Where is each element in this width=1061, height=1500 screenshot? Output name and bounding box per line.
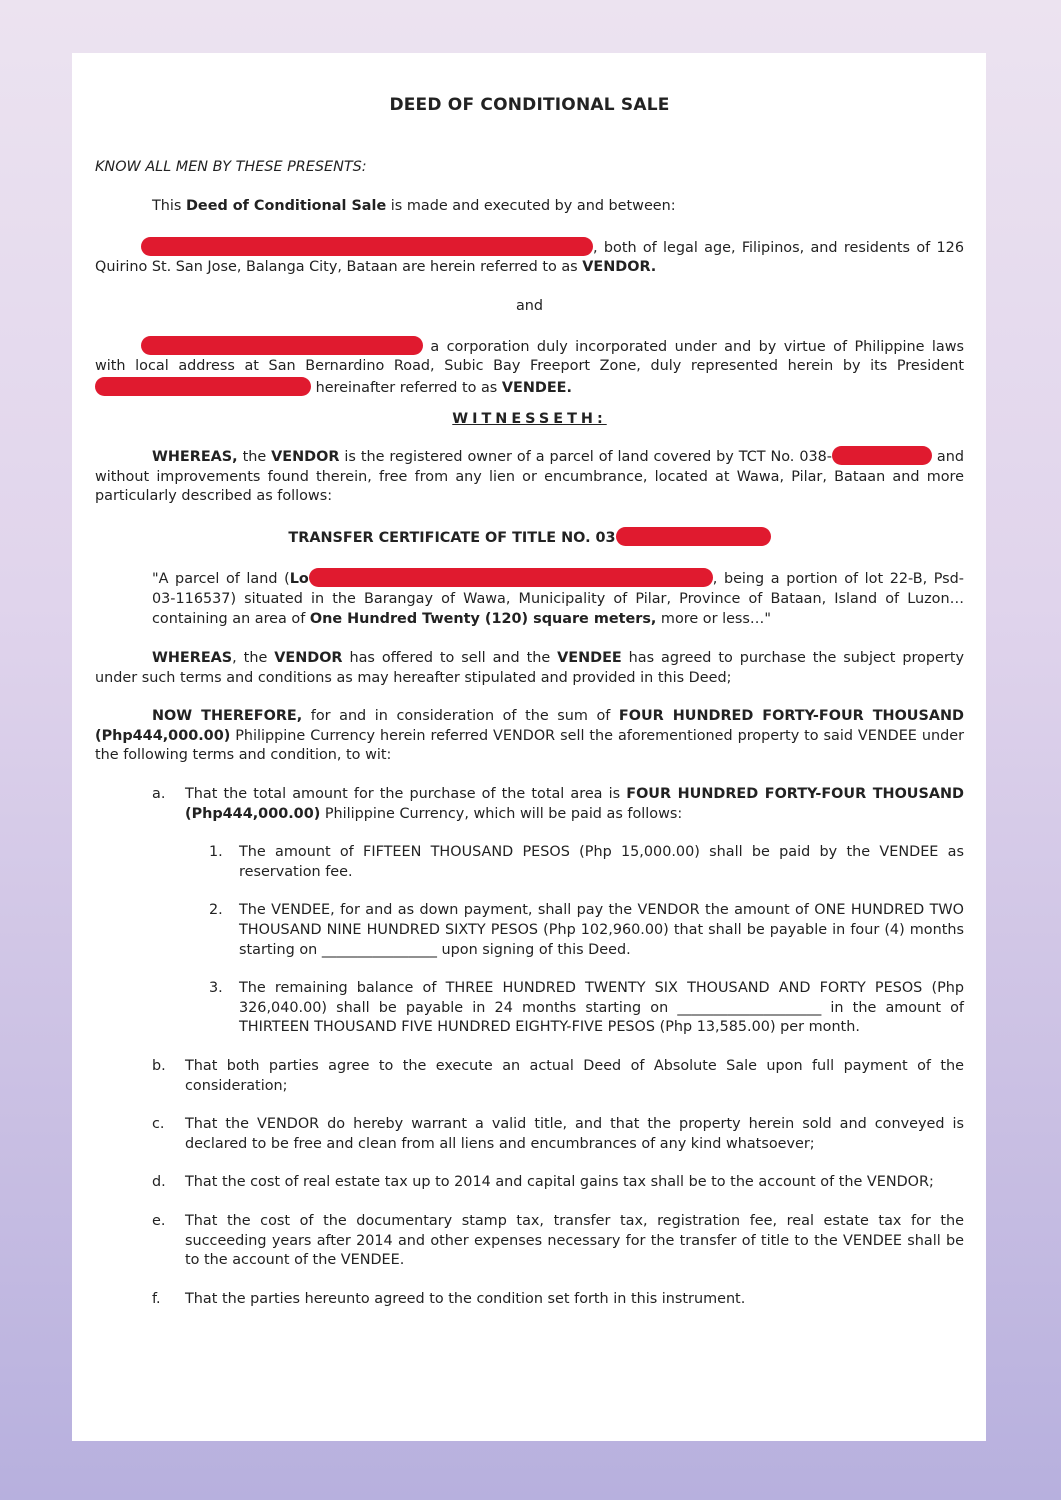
clause-label: a. [152, 786, 166, 803]
now-therefore-paragraph: NOW THEREFORE, for and in consideration of the sum of FOUR HUNDRED FORTY-FOUR THOUSAND (Php444,000.00) Philippine Currency herein referred VENDOR sell the aforementioned property to said VENDEE under the following terms and condition, to wit: [95, 708, 964, 764]
redaction-vendee-name [141, 336, 423, 355]
intro-paragraph: This Deed of Conditional Sale is made and executed by and between: [152, 198, 676, 215]
know-all-men: KNOW ALL MEN BY THESE PRESENTS: [95, 158, 367, 175]
land-description-quote: "A parcel of land (Lo , being a portion of lot 22-B, Psd-03-116537) situated in the Barangay of Wawa, Municipality of Pilar, Province of Bataan, Island of Luzon…containing an area of One Hundred Twenty (120) square meters, more or less…" [152, 568, 964, 629]
clause-b [152, 1057, 964, 1096]
clause-label: f. [152, 1290, 161, 1307]
clause-f [152, 1290, 964, 1310]
witnesseth-heading: WITNESSETH: [452, 411, 607, 428]
clause-text: That the cost of real estate tax up to 2014 and capital gains tax shall be to the account of the VENDOR; [185, 1174, 934, 1191]
clause-text: That the VENDOR do hereby warrant a valid title, and that the property herein sold and conveyed is declared to be free and clean from all liens and encumbrances of any kind whatsoever; [185, 1116, 964, 1152]
item-text: The remaining balance of THREE HUNDRED TWENTY SIX THOUSAND AND FORTY PESOS (Php 326,040.00) shall be payable in 24 months starting on ____________________ in the amount of THIRTEEN THOUSAND FIVE HUNDRED EIGHTY-FIVE PESOS (Php 13,585.00) per month. [239, 980, 964, 1036]
clause-label: d. [152, 1174, 166, 1191]
item-text: The VENDEE, for and as down payment, shall pay the VENDOR the amount of ONE HUNDRED TWO THOUSAND NINE HUNDRED SIXTY PESOS (Php 102,960.00) that shall be payable in four (4) months starting on ________________ upon signing of this Deed. [239, 902, 964, 958]
payment-item-2 [209, 901, 964, 960]
clause-text: That the cost of the documentary stamp tax, transfer tax, registration fee, real estate tax for the succeeding years after 2014 and other expenses necessary for the transfer of title to the VENDEE shall be to the account of the VENDEE. [185, 1212, 964, 1269]
whereas-paragraph-1: WHEREAS, the VENDOR is the registered owner of a parcel of land covered by TCT No. 038- and without improvements found therein, free from any lien or encumbrance, located at Wawa, Pilar, Bataan and more particularly described as follows: [95, 446, 964, 507]
whereas-paragraph-2: WHEREAS, the VENDOR has offered to sell and the VENDEE has agreed to purchase the subject property under such terms and conditions as may hereafter stipulated and provided in this Deed; [95, 650, 964, 686]
redaction-president-name [95, 377, 311, 396]
vendee-paragraph: a corporation duly incorporated under and by virtue of Philippine laws with local address at San Bernardino Road, Subic Bay Freeport Zone, duly represented herein by its President hereinafter referred to as VENDEE. [95, 336, 964, 399]
clause-c [152, 1115, 964, 1154]
clause-text: That both parties agree to the execute an actual Deed of Absolute Sale upon full payment of the consideration; [185, 1058, 964, 1094]
tct-heading: TRANSFER CERTIFICATE OF TITLE NO. 03 [95, 527, 964, 549]
redaction-lot-details [309, 568, 713, 587]
clause-label: e. [152, 1212, 166, 1229]
item-label: 2. [209, 902, 223, 919]
redaction-tct-number [832, 446, 932, 465]
clause-a [152, 785, 964, 824]
clause-text: That the parties hereunto agreed to the condition set forth in this instrument. [185, 1290, 746, 1307]
clause-label: b. [152, 1058, 166, 1074]
item-text: The amount of FIFTEEN THOUSAND PESOS (Php 15,000.00) shall be paid by the VENDEE as reservation fee. [239, 844, 964, 880]
document-title: DEED OF CONDITIONAL SALE [389, 95, 670, 115]
vendor-paragraph: , both of legal age, Filipinos, and residents of 126 Quirino St. San Jose, Balanga City, Bataan are herein referred to as VENDOR. [95, 237, 964, 278]
clause-e [152, 1212, 964, 1271]
payment-item-3 [209, 979, 964, 1038]
item-label: 1. [209, 844, 223, 861]
item-label: 3. [209, 980, 223, 997]
payment-item-1 [209, 843, 964, 882]
redaction-tct-heading [616, 527, 771, 546]
redaction-vendor-name [141, 237, 593, 256]
clause-label: c. [152, 1116, 165, 1133]
and-separator: and [515, 297, 544, 314]
clause-text: That the total amount for the purchase of the total area is FOUR HUNDRED FORTY-FOUR THOUSAND (Php444,000.00) Philippine Currency, which will be paid as follows: [185, 786, 964, 822]
clause-d [152, 1173, 964, 1193]
document-page [72, 53, 986, 1441]
